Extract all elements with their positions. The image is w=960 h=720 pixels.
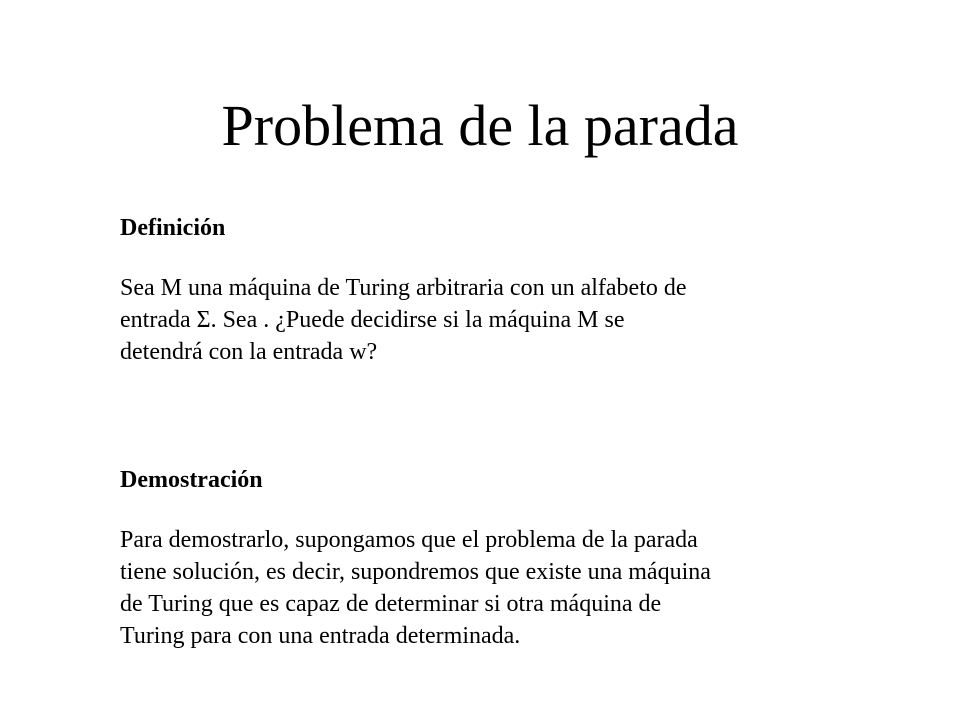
definition-line: Sea M una máquina de Turing arbitraria con un alfabeto de	[120, 275, 687, 301]
definition-line: entrada Σ. Sea . ¿Puede decidirse si la máquina M se	[120, 307, 625, 333]
demonstration-heading: Demostración	[120, 467, 263, 493]
demonstration-line: Para demostrarlo, supongamos que el problema de la parada	[120, 527, 698, 553]
definition-heading: Definición	[120, 215, 226, 241]
definition-section	[120, 212, 920, 368]
definition-text	[120, 272, 920, 368]
demonstration-line: de Turing que es capaz de determinar si otra máquina de	[120, 591, 662, 617]
slide-title: Problema de la parada	[221, 93, 739, 158]
demonstration-line: Turing para con una entrada determinada.	[120, 623, 521, 649]
demonstration-text	[120, 524, 920, 652]
definition-line: detendrá con la entrada w?	[120, 339, 378, 365]
demonstration-line: tiene solución, es decir, supondremos que existe una máquina	[120, 559, 711, 585]
demonstration-section	[120, 464, 920, 652]
